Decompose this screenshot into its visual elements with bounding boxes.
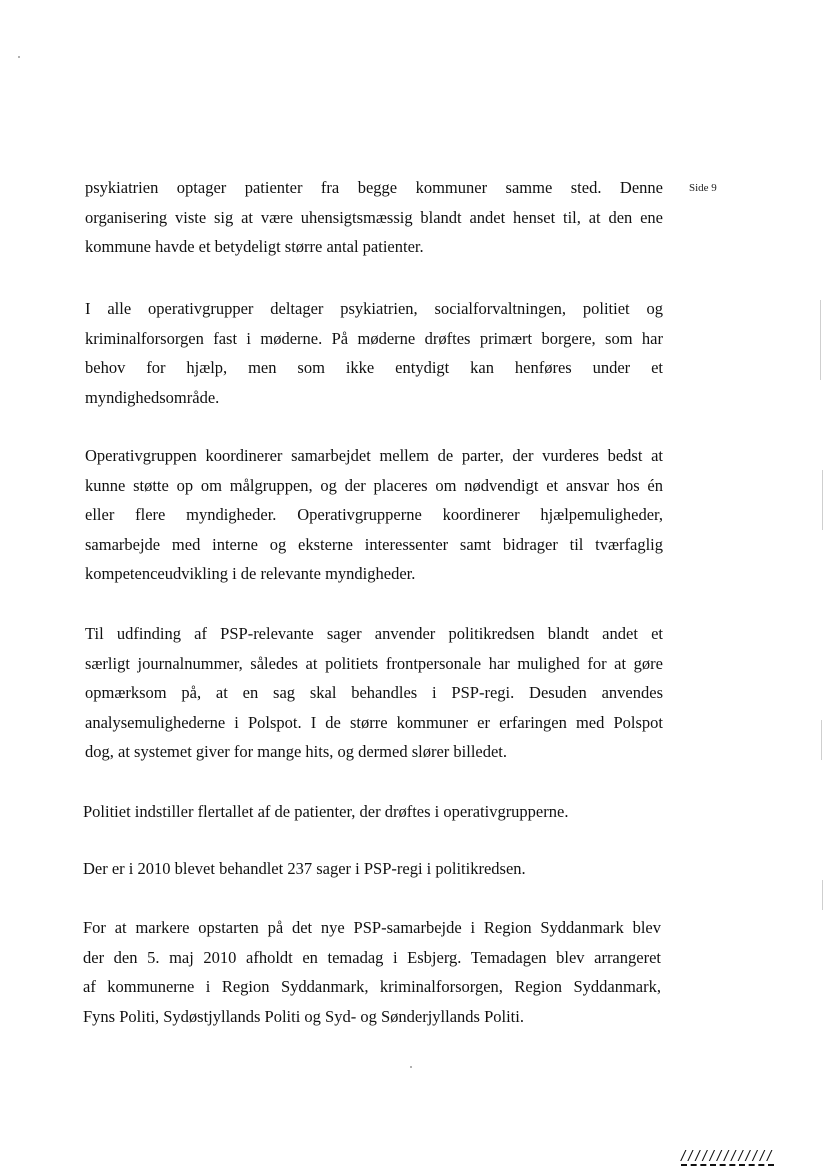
paragraph-line: analysemulighederne i Polspot. I de større kommuner er erfaringen med Polspot (85, 712, 663, 732)
paragraph-line: kommune havde et betydeligt større antal patienter. (85, 237, 424, 256)
paragraph-line: der den 5. maj 2010 afholdt en temadag i Esbjerg. Temadagen blev arrangeret (83, 947, 661, 967)
paragraph-line: Til udfinding af PSP-relevante sager anvender politikredsen blandt andet et (85, 624, 663, 643)
paragraph-6: Der er i 2010 blevet behandlet 237 sager i PSP-regi i politikredsen. (83, 859, 526, 878)
paragraph-line: samarbejde med interne og eksterne interessenter samt bidrager til tværfaglig (85, 534, 663, 554)
scan-speck (410, 1066, 412, 1068)
paragraph-1 (85, 173, 663, 262)
paragraph-2 (85, 294, 663, 412)
paragraph-line: eller flere myndigheder. Operativgrupperne koordinerer hjælpemuligheder, (85, 505, 663, 524)
paragraph-line: Operativgruppen koordinerer samarbejdet mellem de parter, der vurderes bedst at (85, 446, 663, 465)
paragraph-line: Fyns Politi, Sydøstjyllands Politi og Syd- og Sønderjyllands Politi. (83, 1006, 524, 1026)
paragraph-line: myndighedsområde. (85, 387, 220, 407)
paragraph-4 (85, 619, 663, 767)
paragraph-line: særligt journalnummer, således at politiets frontpersonale har mulighed for at gøre (85, 653, 663, 673)
paragraph-line: kompetenceudvikling i de relevante myndigheder. (85, 564, 416, 583)
scan-edge-mark (820, 300, 821, 380)
paragraph-5: Politiet indstiller flertallet af de patienter, der drøftes i operativgrupperne. (83, 802, 569, 821)
paragraph-7 (83, 913, 661, 1031)
paragraph-3 (85, 441, 663, 589)
paragraph-line: organisering viste sig at være uhensigtsmæssig blandt andet henset til, at den ene (85, 207, 663, 227)
paragraph-line: kriminalforsorgen fast i møderne. På møderne drøftes primært borgere, som har (85, 328, 663, 348)
scan-speck (18, 56, 20, 58)
scan-edge-mark (821, 720, 822, 760)
paragraph-line: opmærksom på, at en sag skal behandles i PSP-regi. Desuden anvendes (85, 683, 663, 702)
scan-edge-mark (822, 880, 823, 910)
scan-edge-mark (822, 470, 823, 530)
paragraph-line: dog, at systemet giver for mange hits, og dermed slører billedet. (85, 742, 508, 761)
paragraph-line: behov for hjælp, men som ikke entydigt kan henføres under et (85, 358, 663, 377)
footer-tick-marks: ///////////// (681, 1148, 775, 1165)
page-number-label: Side 9 (689, 182, 717, 194)
paragraph-line: psykiatrien optager patienter fra begge kommuner samme sted. Denne (85, 178, 663, 197)
paragraph-line: af kommunerne i Region Syddanmark, kriminalforsorgen, Region Syddanmark, (83, 977, 661, 996)
paragraph-line: For at markere opstarten på det nye PSP-samarbejde i Region Syddanmark blev (83, 918, 661, 937)
paragraph-line: kunne støtte op om målgruppen, og der placeres om nødvendigt et ansvar hos én (85, 475, 663, 495)
paragraph-line: I alle operativgrupper deltager psykiatrien, socialforvaltningen, politiet og (85, 299, 663, 318)
